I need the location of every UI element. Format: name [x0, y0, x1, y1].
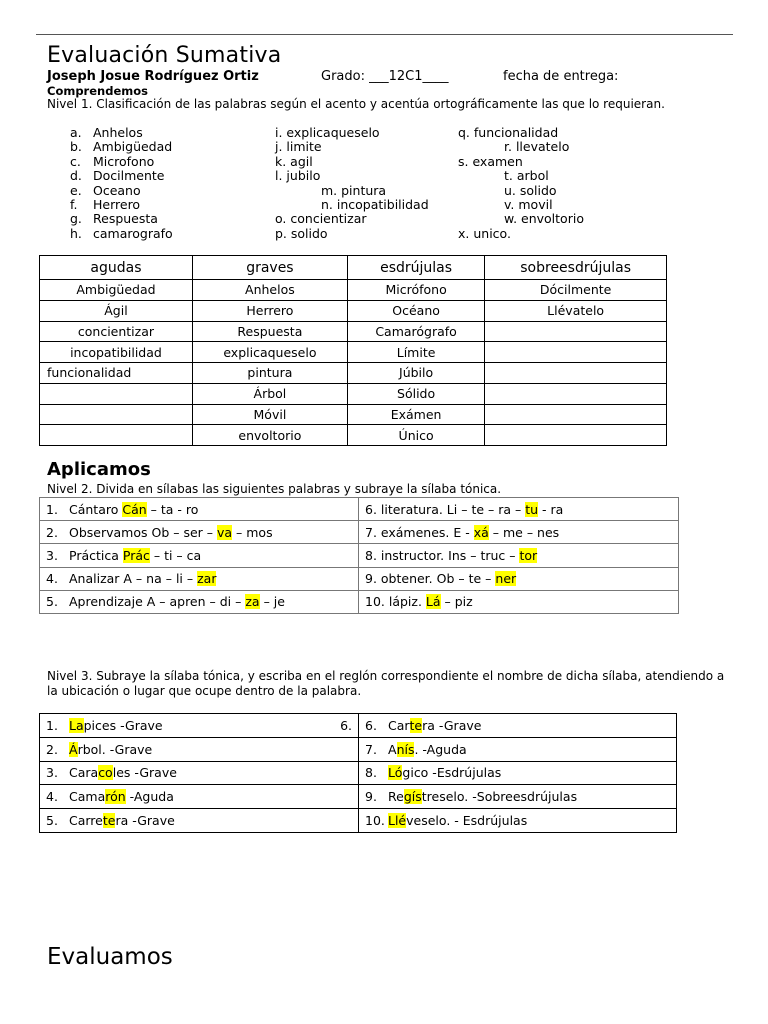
table-row [40, 737, 677, 761]
list-item: i. explicaqueselo [275, 125, 380, 140]
table-cell: 5. Carretera -Grave [40, 809, 359, 833]
list-item: k. agil [275, 153, 313, 169]
table-cell: 2. Observamos Ob – ser – va – mos [40, 521, 359, 544]
table-cell: 10. Lléveselo. - Esdrújulas [359, 809, 677, 833]
tonic-syllable: nís [396, 741, 415, 757]
table-row [40, 321, 667, 342]
table-cell: incopatibilidad [40, 342, 193, 363]
student-name: Joseph Josue Rodríguez Ortiz [47, 69, 259, 84]
table-cell: 9. obtener. Ob – te – ner [359, 567, 679, 590]
table-header-row [40, 256, 667, 280]
list-item: t. arbol [504, 168, 549, 184]
table-cell: 7. exámenes. E - xá – me – nes [359, 521, 679, 544]
table-cell: pintura [192, 363, 347, 384]
tonic-syllable: gís [403, 789, 422, 805]
table-cell: 1. Cántaro Cán – ta - ro [40, 498, 359, 521]
list-item: j. limite [275, 139, 322, 155]
list-item: x. unico. [458, 225, 511, 241]
tonic-syllable: Cán [122, 501, 147, 517]
tonic-syllable: La [69, 717, 84, 733]
table-cell: Camarógrafo [347, 321, 484, 342]
column-header: agudas [40, 256, 193, 280]
table-cell: Herrero [192, 300, 347, 321]
table-row [40, 714, 677, 738]
table-cell: funcionalidad [40, 363, 193, 384]
table-row [40, 590, 679, 613]
table-cell: 9. Regístreselo. -Sobreesdrújulas [359, 785, 677, 809]
tonic-syllable: Llé [388, 813, 407, 829]
grado-field: Grado: ___12C1____ [321, 69, 449, 84]
list-item: c. Microfono [70, 153, 155, 169]
table-cell: Único [347, 425, 484, 446]
table-cell: Llévatelo [485, 300, 667, 321]
table-cell: Júbilo [347, 363, 484, 384]
table-cell: 3. Caracoles -Grave [40, 761, 359, 785]
tonic-syllable: tu [525, 501, 539, 517]
tonic-syllable: co [98, 765, 113, 781]
table-row [40, 498, 679, 521]
list-item: v. movil [504, 197, 553, 212]
table-cell: Respuesta [192, 321, 347, 342]
table-row [40, 363, 667, 384]
table-cell [40, 404, 193, 425]
list-item: d. Docilmente [70, 168, 165, 184]
table-cell: Anhelos [192, 280, 347, 301]
table-row [40, 425, 667, 446]
table-cell: concientizar [40, 321, 193, 342]
table-cell: 2. Árbol. -Grave [40, 737, 359, 761]
table-cell [40, 383, 193, 404]
table-row [40, 342, 667, 363]
table-cell: 8. instructor. Ins – truc – tor [359, 544, 679, 567]
table-row [40, 785, 677, 809]
top-rule [36, 34, 733, 35]
tonic-syllable: Prác [122, 547, 150, 563]
tonic-table [39, 713, 677, 833]
tonic-syllable: te [409, 717, 423, 733]
nivel2-instructions: Nivel 2. Divida en sílabas las siguientes palabras y subraye la sílaba tónica. [47, 482, 502, 496]
list-item: m. pintura [321, 182, 387, 198]
tonic-syllable: Á [69, 741, 78, 757]
list-item: l. jubilo [275, 168, 321, 184]
list-item: q. funcionalidad [458, 125, 559, 140]
list-item: p. solido [275, 225, 328, 241]
list-item: n. incopatibilidad [321, 197, 429, 212]
table-cell [485, 404, 667, 425]
tonic-syllable: va [217, 524, 233, 540]
table-cell: Sólido [347, 383, 484, 404]
table-cell: Exámen [347, 404, 484, 425]
tonic-syllable: te [102, 813, 116, 829]
tonic-syllable: ner [495, 571, 517, 587]
column-header: esdrújulas [347, 256, 484, 280]
table-cell: Océano [347, 300, 484, 321]
list-item: h. camarografo [70, 225, 173, 241]
tonic-syllable: rón [105, 789, 126, 805]
tonic-syllable: xá [473, 524, 489, 540]
table-cell [485, 383, 667, 404]
section-heading-aplicamos: Aplicamos [47, 459, 151, 480]
nivel1-instructions: Nivel 1. Clasificación de las palabras según el acento y acentúa ortográficamente las que lo requieran. [47, 97, 665, 111]
table-cell: 8. Lógico -Esdrújulas [359, 761, 677, 785]
table-cell: Dócilmente [485, 280, 667, 301]
table-row [40, 521, 679, 544]
column-header: graves [192, 256, 347, 280]
table-cell: 6. literatura. Li – te – ra – tu - ra [359, 498, 679, 521]
tonic-syllable: Ló [388, 765, 403, 781]
table-row [40, 404, 667, 425]
fecha-field: fecha de entrega: [503, 69, 619, 84]
table-cell: Micrófono [347, 280, 484, 301]
list-item: s. examen [458, 153, 523, 169]
column-header: sobreesdrújulas [485, 256, 667, 280]
table-cell: 4. Camarón -Aguda [40, 785, 359, 809]
syllable-table [39, 497, 679, 614]
table-cell [485, 425, 667, 446]
list-item: o. concientizar [275, 211, 367, 227]
table-cell [40, 425, 193, 446]
table-cell: 4. Analizar A – na – li – zar [40, 567, 359, 590]
table-cell: 1. Lapices -Grave 6. [40, 714, 359, 738]
list-item: b. Ambigüedad [70, 139, 173, 155]
table-cell: 5. Aprendizaje A – apren – di – za – je [40, 590, 359, 613]
list-item: w. envoltorio [504, 211, 584, 227]
tonic-syllable: Lá [425, 594, 441, 610]
tonic-syllable: zar [197, 571, 217, 587]
tonic-syllable: za [245, 594, 260, 610]
table-cell: Móvil [192, 404, 347, 425]
table-cell: 7. Anís. -Aguda [359, 737, 677, 761]
table-row [40, 809, 677, 833]
list-item: f. Herrero [70, 197, 141, 212]
table-row [40, 383, 667, 404]
table-row [40, 280, 667, 301]
table-cell: Límite [347, 342, 484, 363]
section-heading-evaluamos: Evaluamos [47, 944, 173, 970]
list-item: u. solido [504, 182, 557, 198]
nivel3-instructions: Nivel 3. Subraye la sílaba tónica, y escriba en el reglón correspondiente el nombre de dicha sílaba, atendiendo a la ubicación o lugar que ocupe dentro de la palabra. [47, 669, 725, 698]
table-row [40, 544, 679, 567]
section-heading-comprendemos: Comprendemos [47, 84, 148, 98]
table-row [40, 567, 679, 590]
table-cell: Ambigüedad [40, 280, 193, 301]
table-cell: envoltorio [192, 425, 347, 446]
table-cell: Árbol [192, 383, 347, 404]
table-cell: Ágil [40, 300, 193, 321]
list-item: r. llevatelo [504, 139, 570, 155]
table-cell: 10. lápiz. Lá – piz [359, 590, 679, 613]
list-item: g. Respuesta [70, 211, 158, 227]
table-cell: 6. Cartera -Grave [359, 714, 677, 738]
table-cell: 3. Práctica Prác – ti – ca [40, 544, 359, 567]
classification-table [39, 255, 667, 446]
table-row [40, 761, 677, 785]
list-item: e. Oceano [70, 182, 141, 198]
tonic-syllable: tor [519, 547, 538, 563]
table-cell [485, 342, 667, 363]
list-item: a. Anhelos [70, 125, 143, 140]
table-cell: explicaqueselo [192, 342, 347, 363]
page-title: Evaluación Sumativa [47, 43, 282, 68]
table-row [40, 300, 667, 321]
table-cell [485, 363, 667, 384]
table-cell [485, 321, 667, 342]
